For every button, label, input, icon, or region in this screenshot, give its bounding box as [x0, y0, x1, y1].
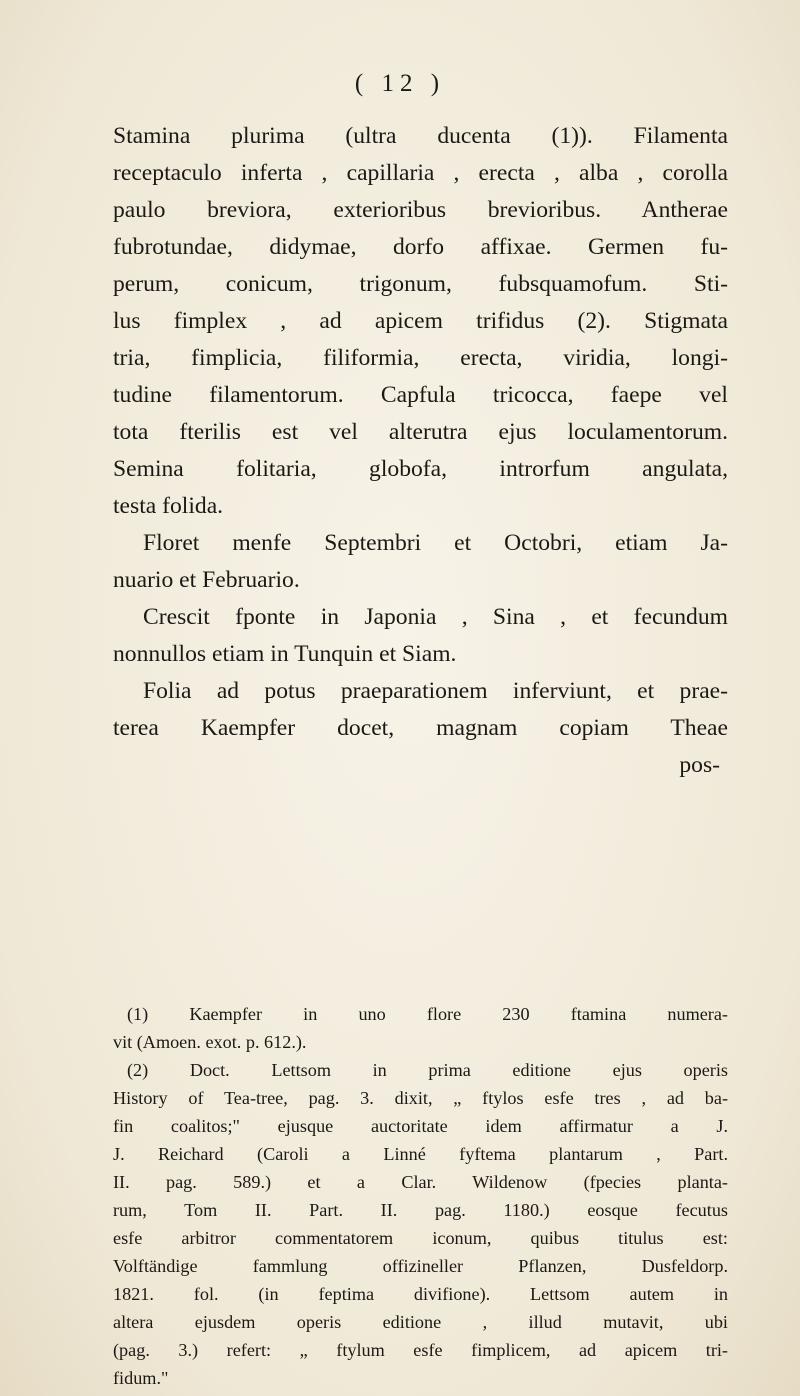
footnotes-block	[113, 1000, 728, 1392]
text-line: Floret menfe Septembri et Octobri, etiam Ja-	[143, 530, 728, 556]
footnote-line: J. Reichard (Caroli a Linné fyftema plantarum , Part.	[113, 1144, 728, 1164]
catchword: pos-	[679, 752, 720, 778]
text-line: nonnullos etiam in Tunquin et Siam.	[113, 641, 457, 667]
text-line: lus fimplex , ad apicem trifidus (2). Stigmata	[113, 308, 728, 334]
footnote-line: fin coalitos;" ejusque auctoritate idem affirmatur a J.	[113, 1116, 728, 1136]
text-line: fubrotundae, didymae, dorfo affixae. Germen fu-	[113, 234, 728, 260]
text-line: testa folida.	[113, 493, 224, 519]
footnote-line: esfe arbitror commentatorem iconum, quibus titulus est:	[113, 1228, 728, 1248]
text-line: paulo breviora, exterioribus brevioribus. Antherae	[113, 197, 728, 223]
page-number: ( 12 )	[354, 70, 446, 97]
footnote-line: (2) Doct. Lettsom in prima editione ejus operis	[127, 1060, 728, 1080]
footnote-line: 1821. fol. (in feptima divifione). Lettsom autem in	[113, 1284, 728, 1304]
footnote-line: vit (Amoen. exot. p. 612.).	[113, 1032, 307, 1052]
main-text-block	[113, 118, 728, 784]
text-line: Stamina plurima (ultra ducenta (1)). Filamenta	[113, 123, 728, 149]
footnote-line: altera ejusdem operis editione , illud mutavit, ubi	[113, 1312, 728, 1332]
text-line: perum, conicum, trigonum, fubsquamofum. Sti-	[113, 271, 728, 297]
text-line: tria, fimplicia, filiformia, erecta, viridia, longi-	[113, 345, 728, 371]
text-line: terea Kaempfer docet, magnam copiam Theae	[113, 715, 728, 741]
text-line: Semina folitaria, globofa, introrfum angulata,	[113, 456, 728, 482]
footnote-line: History of Tea-tree, pag. 3. dixit, „ ftylos esfe tres , ad ba-	[113, 1088, 728, 1108]
text-line: tota fterilis est vel alterutra ejus loculamentorum.	[113, 419, 728, 445]
footnote-line: II. pag. 589.) et a Clar. Wildenow (fpecies planta-	[113, 1172, 728, 1192]
footnote-line: rum, Tom II. Part. II. pag. 1180.) eosque fecutus	[113, 1200, 728, 1220]
text-line: nuario et Februario.	[113, 567, 300, 593]
footnote-line: (1) Kaempfer in uno flore 230 ftamina numera-	[127, 1004, 728, 1024]
text-line: tudine filamentorum. Capfula tricocca, faepe vel	[113, 382, 728, 408]
footnote-line: (pag. 3.) refert: „ ftylum esfe fimplicem, ad apicem tri-	[113, 1340, 728, 1360]
text-line: receptaculo inferta , capillaria , erecta , alba , corolla	[113, 160, 728, 186]
footnote-line: fidum."	[113, 1368, 169, 1388]
footnote-line: Volftändige fammlung offizineller Pflanzen, Dusfeldorp.	[113, 1256, 728, 1276]
text-line: Folia ad potus praeparationem inferviunt, et prae-	[143, 678, 728, 704]
text-line: Crescit fponte in Japonia , Sina , et fecundum	[143, 604, 728, 630]
